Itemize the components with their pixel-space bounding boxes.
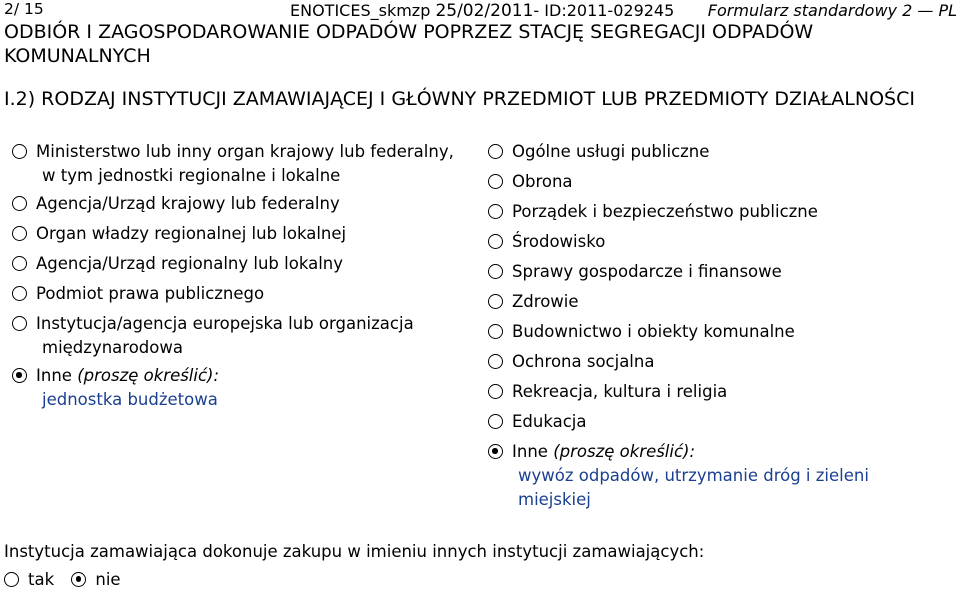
answer-no-label: nie (95, 570, 121, 589)
option-label: Sprawy gospodarcze i finansowe (512, 262, 782, 281)
option-label: Inne (36, 366, 78, 385)
contract-title: ODBIÓR I ZAGOSPODAROWANIE ODPADÓW POPRZEZ STACJĘ SEGREGACJI ODPADÓW KOMUNALNYCH (4, 21, 814, 67)
radio-checked-icon[interactable] (71, 572, 86, 587)
radio-unchecked-icon[interactable] (12, 316, 27, 331)
purchase-on-behalf-answers (4, 570, 133, 589)
activity-option-public-order[interactable] (488, 200, 818, 224)
radio-unchecked-icon[interactable] (488, 384, 503, 399)
radio-unchecked-icon[interactable] (488, 264, 503, 279)
institution-option-other[interactable] (12, 364, 219, 412)
option-label: Obrona (512, 172, 573, 191)
institution-option-regional-agency[interactable] (12, 252, 343, 276)
option-label: Organ władzy regionalnej lub lokalnej (36, 224, 347, 243)
activity-option-education[interactable] (488, 410, 587, 434)
doc-date: 25/02/2011 (435, 1, 534, 21)
option-label-specify: (proszę określić): (553, 442, 696, 461)
option-label: Środowisko (512, 232, 606, 251)
radio-unchecked-icon[interactable] (12, 256, 27, 271)
option-label: Budownictwo i obiekty komunalne (512, 322, 795, 341)
radio-unchecked-icon[interactable] (488, 174, 503, 189)
institution-option-ministry[interactable] (12, 140, 454, 188)
page-header (0, 0, 959, 22)
option-label: Ministerstwo lub inny organ krajowy lub federalny, (36, 142, 454, 161)
activity-option-health[interactable] (488, 290, 579, 314)
radio-unchecked-icon[interactable] (488, 354, 503, 369)
radio-checked-icon[interactable] (12, 368, 27, 383)
activity-option-defence[interactable] (488, 170, 573, 194)
option-label: Podmiot prawa publicznego (36, 284, 265, 303)
institution-option-european-institution[interactable] (12, 312, 414, 360)
activity-other-value: wywóz odpadów, utrzymanie dróg i zieleni (518, 466, 869, 485)
radio-unchecked-icon[interactable] (12, 196, 27, 211)
radio-unchecked-icon[interactable] (12, 226, 27, 241)
activity-other-value-cont: miejskiej (518, 490, 591, 509)
option-label-specify: (proszę określić): (77, 366, 220, 385)
answer-yes[interactable] (4, 570, 54, 589)
document-id (290, 1, 674, 21)
activity-option-recreation[interactable] (488, 380, 727, 404)
answer-yes-label: tak (28, 570, 55, 589)
option-label: Porządek i bezpieczeństwo publiczne (512, 202, 818, 221)
option-label: Ogólne usługi publiczne (512, 142, 710, 161)
activity-option-environment[interactable] (488, 230, 605, 254)
option-label: Inne (512, 442, 554, 461)
option-label: Instytucja/agencja europejska lub organizacja (36, 314, 414, 333)
institution-other-value: jednostka budżetowa (42, 390, 218, 409)
radio-unchecked-icon[interactable] (488, 324, 503, 339)
radio-unchecked-icon[interactable] (12, 144, 27, 159)
radio-checked-icon[interactable] (488, 444, 503, 459)
answer-no[interactable] (71, 570, 120, 589)
activity-option-economic-affairs[interactable] (488, 260, 782, 284)
activity-option-general-public-services[interactable] (488, 140, 709, 164)
radio-unchecked-icon[interactable] (488, 414, 503, 429)
section-title: I.2) RODZAJ INSTYTUCJI ZAMAWIAJĄCEJ I GŁÓWNY PRZEDMIOT LUB PRZEDMIOTY DZIAŁALNOŚCI (4, 88, 915, 110)
option-label: Ochrona socjalna (512, 352, 655, 371)
form-name: Formularz standardowy 2 — PL (707, 1, 957, 20)
option-label: Edukacja (512, 412, 587, 431)
option-label: Agencja/Urząd regionalny lub lokalny (36, 254, 344, 273)
radio-unchecked-icon[interactable] (12, 286, 27, 301)
option-label-cont: w tym jednostki regionalne i lokalne (42, 166, 341, 185)
institution-option-public-law-body[interactable] (12, 282, 264, 306)
institution-option-regional-authority[interactable] (12, 222, 346, 246)
radio-unchecked-icon[interactable] (488, 234, 503, 249)
option-label: Agencja/Urząd krajowy lub federalny (36, 194, 340, 213)
radio-unchecked-icon[interactable] (488, 294, 503, 309)
activity-option-other[interactable] (488, 440, 869, 512)
radio-unchecked-icon[interactable] (488, 204, 503, 219)
radio-unchecked-icon[interactable] (488, 144, 503, 159)
doc-prefix: ENOTICES_skmzp (290, 1, 431, 20)
doc-suffix: - ID:2011-029245 (533, 1, 675, 20)
page-number: 2/ 15 (4, 0, 44, 18)
purchase-on-behalf-question: Instytucja zamawiająca dokonuje zakupu w imieniu innych instytucji zamawiających: (4, 542, 705, 561)
activity-option-social-protection[interactable] (488, 350, 654, 374)
option-label: Rekreacja, kultura i religia (512, 382, 728, 401)
option-label-cont: międzynarodowa (42, 338, 183, 357)
radio-unchecked-icon[interactable] (4, 572, 19, 587)
institution-option-national-agency[interactable] (12, 192, 340, 216)
option-label: Zdrowie (512, 292, 579, 311)
activity-option-housing[interactable] (488, 320, 795, 344)
